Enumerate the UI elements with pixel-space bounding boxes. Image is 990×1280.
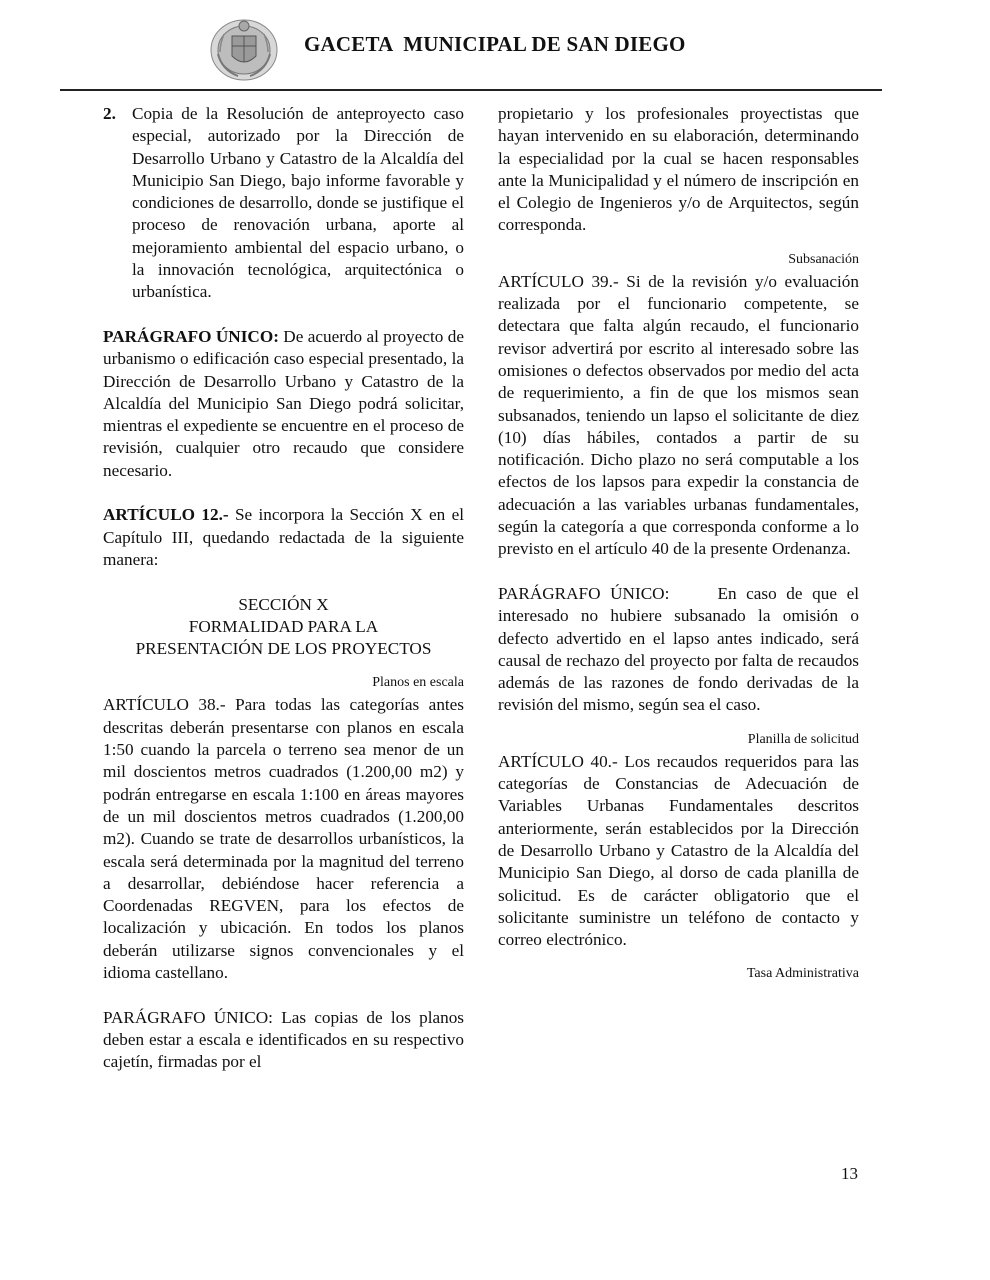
- paragrafo-unico-3: PARÁGRAFO ÚNICO: En caso de que el interesado no hubiere subsanado la omisión o defecto advertido en el lapso antes indicado, será causal de rechazo del proyecto por falta de recaudos además de las razones de fondo derivadas de la revisión del mismo, según sea el caso.: [498, 583, 864, 715]
- article-12-text: Se incorpora la Sección X en el Capítulo III, quedando redactada de la siguiente manera:: [103, 505, 464, 569]
- marginal-note-planos: Planos en escala: [372, 675, 464, 691]
- paragrafo-unico-1: [103, 326, 464, 482]
- article-12: [103, 504, 464, 571]
- paragrafo-unico-2: PARÁGRAFO ÚNICO: Las copias de los planos deben estar a escala e identificados en su respectivo cajetín, firmadas por el: [103, 1007, 464, 1072]
- article-40: ARTÍCULO 40.- Los recaudos requeridos para las categorías de Constancias de Adecuación de Variables Urbanas Fundamentales descritos anteriormente, serán establecidos por la Dirección de Desarrollo Urbano y Catastro de la Alcaldía del Municipio San Diego, al dorso de cada planilla de solicitud. Es de carácter obligatorio que el solicitante suministre un teléfono de contacto y correo electrónico.: [498, 751, 859, 950]
- section-line-3: PRESENTACIÓN DE LOS PROYECTOS: [135, 639, 432, 659]
- paragrafo-label: PARÁGRAFO ÚNICO:: [103, 326, 279, 346]
- page-header: [60, 12, 882, 90]
- left-column: [103, 103, 464, 1073]
- article-continuation: propietario y los profesionales proyectistas que hayan intervenido en su elaboración, determinando la especialidad por la cual se hacen responsables ante la Municipalidad y el número de inscripción en el Colegio de Ingenieros y/o de Arquitectos, según corresponda.: [498, 104, 859, 235]
- article-12-label: ARTÍCULO 12.-: [103, 505, 229, 525]
- paragrafo-text: De acuerdo al proyecto de urbanismo o edificación caso especial presentado, la Dirección de Desarrollo Urbano y Catastro de la Alcaldía del Municipio San Diego podrá solicitar, mientras el expediente se encuentre en el proceso de revisión, cualquier otro recaudo que considere necesario.: [103, 326, 464, 480]
- section-heading: [103, 594, 464, 661]
- header-divider: [60, 89, 882, 91]
- item-text: Copia de la Resolución de anteproyecto caso especial, autorizado por la Dirección de Desarrollo Urbano y Catastro de la Alcaldía del Municipio San Diego, bajo informe favorable y condiciones de desarrollo, donde se justifique el proceso de renovación urbana, aporte al mejoramiento ambiental del espacio urbano, o la innovación tecnológica, arquitectónica o urbanística.: [132, 104, 464, 302]
- marginal-note-subsanacion: Subsanación: [788, 251, 859, 267]
- item-number: 2.: [103, 104, 116, 123]
- section-line-2: FORMALIDAD PARA LA: [188, 616, 379, 636]
- section-line-1: SECCIÓN X: [238, 594, 329, 614]
- marginal-note-tasa: Tasa Administrativa: [746, 966, 859, 982]
- gazette-title: GACETA MUNICIPAL DE SAN DIEGO: [304, 32, 686, 56]
- numbered-item-2: [103, 103, 464, 304]
- page-number: 13: [841, 1164, 858, 1183]
- marginal-note-planilla: Planilla de solicitud: [747, 731, 859, 747]
- article-39: ARTÍCULO 39.- Si de la revisión y/o evaluación realizada por el funcionario competente, se detectara que falta algún recaudo, el funcionario revisor advertirá por escrito al interesado sobre las omisiones o defectos observados por medio del acta de requerimiento, a fin de que los mismos sean subsanados, teniendo un lapso el solicitante de diez (10) días hábiles, contados a partir de su notificación. Dicho plazo no será computable a los efectos de los lapsos para expedir la constancia de adecuación a las variables urbanas fundamentales, según la categoría a que corresponda conforme a lo previsto en el artículo 40 de la presente Ordenanza.: [498, 271, 859, 559]
- municipal-seal-icon: [208, 14, 280, 82]
- right-column: [498, 103, 864, 985]
- article-38: ARTÍCULO 38.- Para todas las categorías antes descritas deberán presentarse con planos en escala 1:50 cuando la parcela o terreno sea menor de un mil doscientos metros cuadrados (1.200,00 m2) y podrán entregarse en escala 1:100 en áreas mayores de un mil doscientos metros cuadrados (1.200,00 m2). Cuando se trate de desarrollos urbanísticos, la escala será determinada por la magnitud del terreno a desarrollar, debiéndose hacer referencia a Coordenadas REGVEN, para los efectos de localización y ubicación. En todos los planos deberán utilizarse signos convencionales y el idioma castellano.: [103, 695, 464, 982]
